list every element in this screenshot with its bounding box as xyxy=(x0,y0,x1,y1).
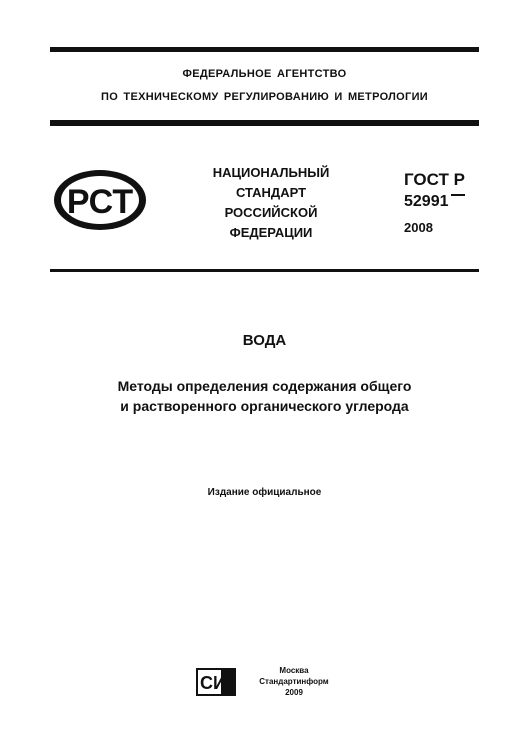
gost-code: ГОСТ Р xyxy=(404,170,465,189)
publisher-logo-text: СИ xyxy=(200,673,226,693)
publisher-city: Москва xyxy=(279,666,309,675)
national-line: ФЕДЕРАЦИИ xyxy=(229,225,313,240)
gost-number: 52991 xyxy=(404,193,449,210)
standartinform-icon xyxy=(196,667,236,697)
gost-logo-text: РСТ xyxy=(66,183,134,221)
national-line: СТАНДАРТ xyxy=(235,185,307,200)
subtitle-line-2: и растворенного органического углерода xyxy=(120,398,409,414)
agency-line-2: ПО ТЕХНИЧЕСКОМУ РЕГУЛИРОВАНИЮ И МЕТРОЛОГИИ xyxy=(101,91,428,103)
gost-year: 2008 xyxy=(404,220,433,235)
standard-rule xyxy=(50,269,479,272)
publisher-name: Стандартинформ xyxy=(259,677,329,686)
gost-number-block xyxy=(404,193,465,211)
document-subtitle xyxy=(0,376,529,416)
national-line: РОССИЙСКОЙ xyxy=(224,205,318,220)
gost-dash xyxy=(451,194,465,196)
edition-label: Издание официальное xyxy=(207,487,322,498)
header-rule xyxy=(50,120,479,126)
publisher-year: 2009 xyxy=(285,688,303,697)
gost-r-logo-icon xyxy=(52,168,148,232)
subtitle-line-1: Методы определения содержания общего xyxy=(117,378,412,394)
national-line: НАЦИОНАЛЬНЫЙ xyxy=(212,165,330,180)
national-standard-label xyxy=(196,163,346,243)
agency-line-1: ФЕДЕРАЛЬНОЕ АГЕНТСТВО xyxy=(182,68,347,80)
publisher-info xyxy=(244,665,344,698)
document-title: ВОДА xyxy=(242,332,287,349)
top-rule xyxy=(50,47,479,52)
